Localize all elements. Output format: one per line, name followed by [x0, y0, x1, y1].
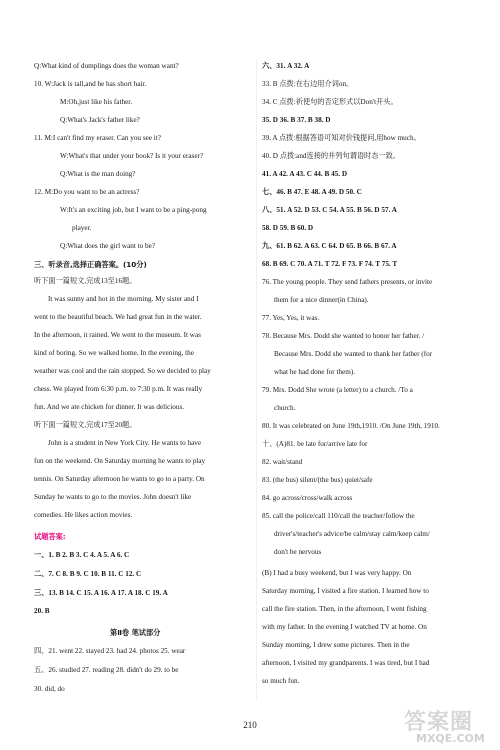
text-line: W:It's an exciting job, but I want to be a ping-pong	[60, 206, 207, 214]
text-line: 78. Because Mrs. Dodd she wanted to honor her father. /	[262, 332, 425, 340]
text-line: 77. Yes, Yes, it was.	[262, 314, 320, 322]
text-line: 听下面一篇短文,完成17至20题。	[34, 421, 137, 429]
text-line: don't be nervous	[274, 548, 322, 556]
text-line: chess. We played from 6:30 p.m. to 7:30 p.m. It was really	[34, 385, 203, 393]
text-line: 八、51. A 52. D 53. C 54. A 55. B 56. D 57. A	[262, 206, 397, 214]
text-line: 79. Mrs. Dodd She wrote (a letter) to a church. /To a	[262, 386, 413, 394]
text-line: comedies. He likes action movies.	[34, 511, 133, 519]
watermark-text: 答案圈	[404, 710, 474, 735]
text-line: kind of boring. So we walked home. In the evening, the	[34, 349, 194, 357]
text-line: 30. did, do	[34, 685, 65, 693]
text-line: Sunday morning, I drew some pictures. Then in the	[262, 641, 410, 649]
text-line: church.	[274, 404, 296, 412]
text-line: 20. B	[34, 607, 50, 615]
text-line: so much fun.	[262, 677, 300, 685]
text-line: Q:What is the man doing?	[60, 170, 136, 178]
text-line: 一、1. B 2. B 3. C 4. A 5. A 6. C	[34, 551, 130, 559]
text-line: 十、(A)81. be late for/arrive late for	[262, 440, 368, 448]
text-line: 三、听录音,选择正确答案。(10分)	[34, 260, 147, 269]
text-line: 39. A 点拨:根据答语可知对价钱提问,用how much。	[262, 134, 421, 142]
text-line: 第Ⅱ卷 笔试部分	[110, 628, 161, 637]
text-line: 七、46. B 47. E 48. A 49. D 50. C	[262, 188, 362, 196]
text-line: Because Mrs. Dodd she wanted to thank her father (for	[274, 350, 433, 358]
text-line: player.	[72, 224, 92, 232]
text-line: 听下面一篇短文,完成13至16题。	[34, 277, 137, 285]
text-line: tennis. On Saturday afternoon he wants to go to a party. On	[34, 475, 205, 483]
text-line: 33. B 点拨:在右边用介词on。	[262, 80, 354, 88]
text-line: fun. And we ate chicken for dinner. It was delicious.	[34, 403, 185, 411]
page-number: 210	[243, 720, 257, 730]
text-line: 83. (the bus) silent/(the bus) quiet/safe	[262, 476, 373, 484]
text-line: 三、13. B 14. C 15. A 16. A 17. A 18. C 19. A	[34, 589, 168, 597]
text-line: 12. M:Do you want to be an actress?	[34, 188, 140, 196]
text-line: 六、31. A 32. A	[262, 62, 310, 70]
text-line: 11. M:I can't find my eraser. Can you see it?	[34, 134, 161, 142]
text-line: them for a nice dinner(in China).	[274, 296, 369, 304]
text-line: 四、21. went 22. stayed 23. had 24. photos 25. wear	[34, 647, 186, 655]
text-line: In the afternoon, it rained. We went to the museum. It was	[34, 331, 201, 339]
text-line: with my father. In the evening I watched TV at home. On	[262, 623, 427, 631]
text-line: M:Oh,just like his father.	[60, 98, 133, 106]
text-line: 82. wait/stand	[262, 458, 303, 466]
text-line: Q:What does the girl want to be?	[60, 242, 156, 250]
text-line: 84. go across/cross/walk across	[262, 494, 353, 502]
text-line: afternoon, I visited my grandparents. I was tired, but I had	[262, 659, 430, 667]
text-line: 二、7. C 8. B 9. C 10. B 11. C 12. C	[34, 570, 142, 578]
text-line: 35. D 36. B 37. B 38. D	[262, 116, 331, 124]
watermark-logo	[404, 705, 496, 747]
text-line: weather was cool and the rain stopped. So we decided to play	[34, 367, 211, 375]
text-line: driver's/teacher's advice/be calm/stay calm/keep calm/	[274, 530, 430, 538]
text-line: call the fire station. Then, in the afternoon, I went fishing	[262, 605, 427, 613]
text-line: It was sunny and hot in the morning. My sister and I	[48, 295, 199, 303]
text-line: 10. W:Jack is tall,and he has short hair.	[34, 80, 147, 88]
text-line: W:What's that under your book? Is it your eraser?	[60, 152, 204, 160]
text-line: what he had done for them).	[274, 368, 356, 376]
text-line: 58. D 59. B 60. D	[262, 224, 314, 232]
text-line: 80. It was celebrated on June 19th,1910. /On June 19th, 1910.	[262, 422, 440, 430]
text-line: 五、26. studied 27. reading 28. didn't do 29. to be	[34, 666, 179, 674]
text-line: 76. The young people. They send fathers presents, or invite	[262, 278, 433, 286]
text-line: John is a student in New York City. He wants to have	[48, 439, 202, 447]
text-line: fun on the weekend. On Saturday morning he wants to play	[34, 457, 206, 465]
text-line: 40. D 点拨:and连接的并列句谓语时态一致。	[262, 152, 400, 160]
text-line: 41. A 42. A 43. C 44. B 45. D	[262, 170, 348, 178]
text-line: (B) I had a busy weekend, but I was very happy. On	[262, 569, 412, 577]
text-line: Sunday he wants to go to the movies. John doesn't like	[34, 493, 192, 501]
text-line: 34. C 点拨:祈使句的否定形式以Don't开头。	[262, 98, 398, 106]
text-line: 试题答案:	[34, 532, 66, 541]
text-line: Q:What's Jack's father like?	[60, 116, 140, 124]
text-line: 九、61. B 62. A 63. C 64. D 65. B 66. B 67. A	[262, 242, 397, 250]
text-line: Saturday morning, I visited a fire station. I learned how to	[262, 587, 429, 595]
watermark-url: MXQE.COM	[416, 732, 485, 745]
text-line: Q:What kind of dumplings does the woman want?	[34, 62, 179, 70]
column-divider	[256, 60, 257, 700]
text-line: went to the beautiful beach. We had great fun in the water.	[34, 313, 202, 321]
text-line: 68. B 69. C 70. A 71. T 72. F 73. F 74. T 75. T	[262, 260, 398, 268]
text-line: 85. call the police/call 110/call the teacher/follow the	[262, 512, 415, 520]
